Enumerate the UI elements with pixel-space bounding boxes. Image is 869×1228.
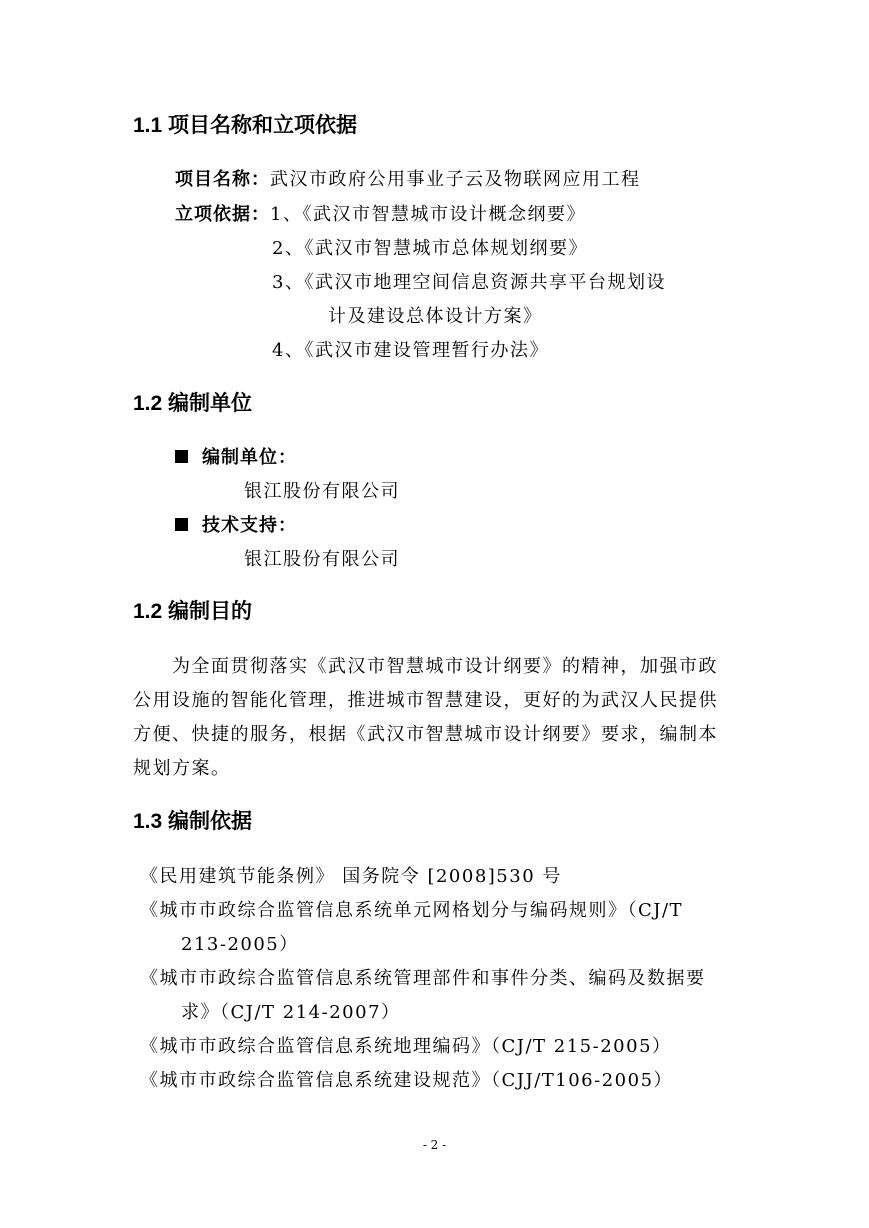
reference-line: 《城市市政综合监管信息系统地理编码》（CJ/T 215-2005） [140,1036,672,1057]
unit-value: 银江股份有限公司 [244,481,400,502]
page-number: - 2 - [422,1138,447,1152]
basis-line-1 [175,202,586,228]
section-heading-1-2-unit: 1.2 编制单位 [133,392,253,415]
support-label: 技术支持： [202,515,297,536]
basis-item: 1、《武汉市智慧城市设计概念纲要》 [270,204,586,225]
support-value: 银江股份有限公司 [244,549,400,570]
basis-item: 3、《武汉市地理空间信息资源共享平台规划设 [272,272,666,293]
reference-line: 《城市市政综合监管信息系统单元网格划分与编码规则》（CJ/T [140,900,684,921]
square-bullet-icon [175,450,188,463]
support-line [175,513,297,539]
purpose-paragraph-line: 方便、快捷的服务，根据《武汉市智慧城市设计纲要》要求，编制本 [133,724,718,745]
basis-label: 立项依据： [175,204,270,225]
reference-line-continued: 求》（CJ/T 214-2007） [181,1002,401,1023]
unit-label: 编制单位： [202,447,297,468]
section-heading-1-1: 1.1 项目名称和立项依据 [133,114,358,137]
reference-line: 《城市市政综合监管信息系统建设规范》（CJJ/T106-2005） [140,1070,674,1091]
reference-line: 《民用建筑节能条例》 国务院令 [2008]530 号 [140,866,562,887]
section-heading-1-2-purpose: 1.2 编制目的 [133,600,253,623]
purpose-paragraph-line: 规划方案。 [133,758,231,779]
basis-item: 4、《武汉市建设管理暂行办法》 [272,340,549,361]
basis-item-continued: 计及建设总体设计方案》 [328,306,543,327]
purpose-paragraph-line: 为全面贯彻落实《武汉市智慧城市设计纲要》的精神，加强市政 [172,656,718,677]
square-bullet-icon [175,518,188,531]
section-heading-1-3: 1.3 编制依据 [133,810,253,833]
project-name-value: 武汉市政府公用事业子云及物联网应用工程 [270,169,641,190]
reference-line: 《城市市政综合监管信息系统管理部件和事件分类、编码及数据要 [140,968,706,989]
purpose-paragraph-line: 公用设施的智能化管理，推进城市智慧建设，更好的为武汉人民提供 [133,690,718,711]
basis-item: 2、《武汉市智慧城市总体规划纲要》 [272,238,588,259]
reference-line-continued: 213-2005） [181,934,299,955]
unit-line [175,445,297,471]
project-name-line [175,167,641,193]
project-name-label: 项目名称： [175,169,270,190]
